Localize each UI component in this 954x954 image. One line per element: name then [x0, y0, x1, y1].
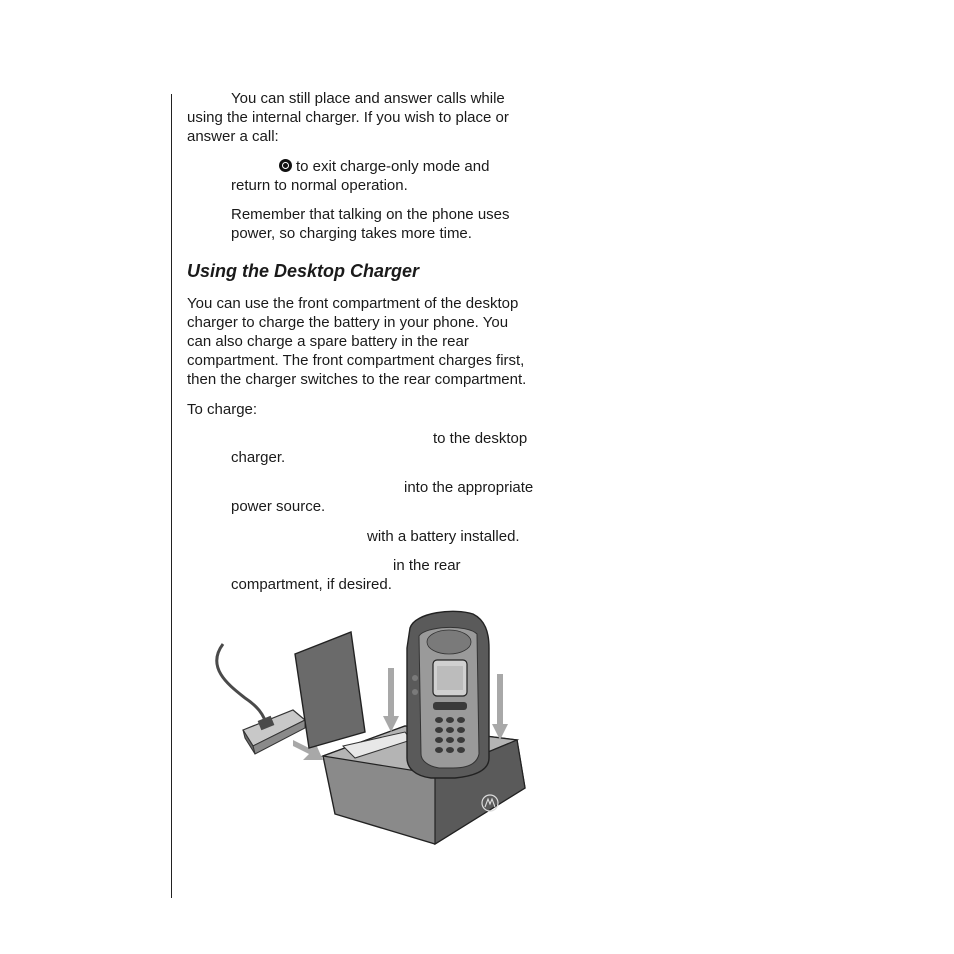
step-exit-line-1: [279, 157, 489, 176]
side-button: [412, 675, 418, 681]
margin-rule: [171, 94, 172, 898]
intro-line-2: using the internal charger. If you wish to place or: [187, 109, 509, 126]
desktop-charger-with-phone-illustration: [205, 608, 535, 848]
step-exit-text: to exit charge-only mode and: [296, 158, 490, 175]
note-line-2: power, so charging takes more time.: [231, 225, 472, 242]
step-2-line-1: into the appropriate: [404, 479, 534, 496]
body-line-4: compartment. The front compartment charges first,: [187, 352, 525, 369]
step-1-line-1: to the desktop: [433, 430, 528, 447]
body-line-2: charger to charge the battery in your phone. You: [187, 314, 509, 331]
step-3-line-1: with a battery installed.: [367, 528, 520, 545]
power-cable: [217, 644, 265, 720]
power-button-icon: [279, 159, 292, 172]
body-line-3: can also charge a spare battery in the rear: [187, 333, 469, 350]
insert-phone-arrow: [383, 668, 399, 732]
body-line-5: then the charger switches to the rear compartment.: [187, 371, 527, 388]
phone-handset: [407, 611, 489, 778]
insert-battery-arrow: [492, 674, 508, 740]
to-charge-label: To charge:: [187, 401, 258, 418]
earpiece: [427, 630, 471, 654]
body-line-1: You can use the front compartment of the desktop: [187, 295, 519, 312]
step-4-line-1: in the rear: [393, 557, 461, 574]
intro-line-1: You can still place and answer calls while: [231, 90, 505, 107]
step-exit-line-2: return to normal operation.: [231, 177, 408, 194]
intro-line-3: answer a call:: [187, 128, 279, 145]
charger-plug: [243, 710, 305, 754]
step-1-line-2: charger.: [231, 449, 286, 466]
step-2-line-2: power source.: [231, 498, 326, 515]
section-heading: Using the Desktop Charger: [187, 261, 420, 281]
note-line-1: Remember that talking on the phone uses: [231, 206, 510, 223]
phone-brand-strip: [433, 702, 467, 710]
step-4-line-2: compartment, if desired.: [231, 576, 392, 593]
